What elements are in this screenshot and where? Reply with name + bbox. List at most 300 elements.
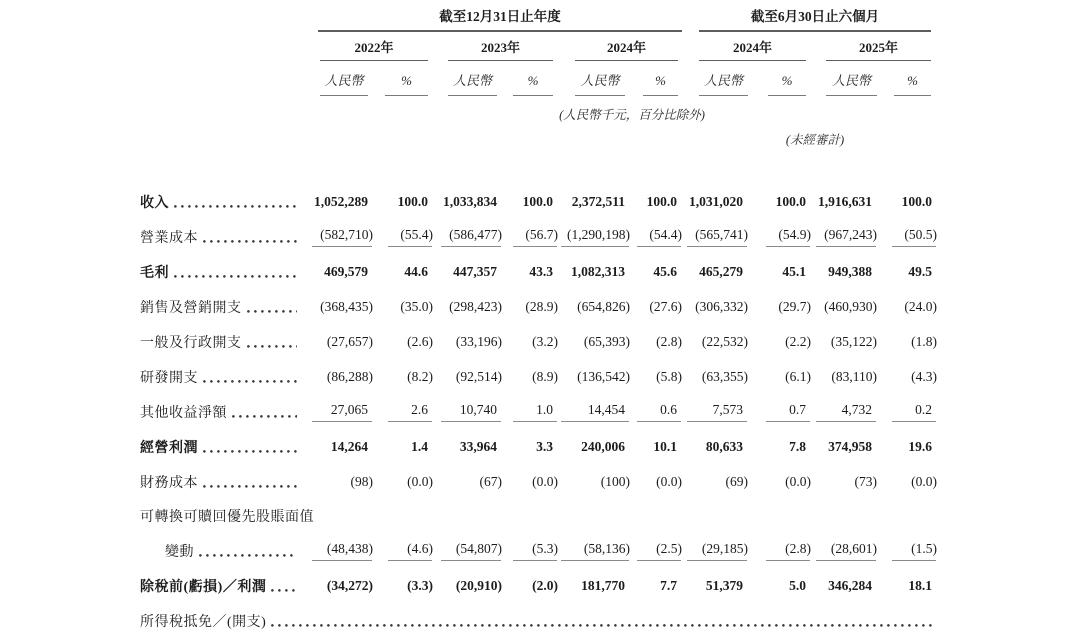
total-rule [441,421,501,422]
unaudited-note: (未經審計) [785,133,845,147]
cell-value [300,254,373,289]
total-rule [687,560,747,561]
year-label: 2023年 [480,40,520,55]
cell-value [373,533,433,568]
cell-value [682,359,748,394]
total-rule [388,560,432,561]
value-text: (22,532) [701,333,748,349]
value-text: 240,006 [581,438,625,454]
currency-header: 人民幣 [703,73,743,88]
cell-value [373,359,433,394]
cell-value [373,254,433,289]
cell-value [630,254,682,289]
value-text: 0.7 [789,401,806,417]
cell-value [558,429,630,464]
value-text: 100.0 [522,193,553,209]
cell-value [502,429,558,464]
cell-value [373,464,433,499]
value-text: (69) [725,473,748,489]
cell-value [748,184,811,219]
row-label-cell [140,603,937,638]
cell-value [373,568,433,603]
dotted-leader [247,345,298,348]
row-label: 經營利潤 [140,440,198,456]
dotted-leader [247,310,298,313]
header-rule [699,95,748,96]
cell-value [558,219,630,254]
value-text: (1,290,198) [567,226,630,242]
cell-value [502,533,558,568]
cell-value [373,429,433,464]
value-text: (3.2) [532,333,558,349]
row-label: 營業成本 [140,230,198,246]
row-label: 銷售及營銷開支 [140,300,242,316]
value-text: (35,122) [830,333,877,349]
value-text: 19.6 [908,438,932,454]
value-text: 100.0 [901,193,932,209]
value-text: (20,910) [455,577,502,593]
cell-value [748,324,811,359]
value-text: (3.3) [407,577,433,593]
total-rule [513,421,557,422]
year-label: 2022年 [354,40,394,55]
cell-value [300,533,373,568]
cell-value [630,289,682,324]
header-rule [385,95,428,96]
row-label-cell [140,289,300,324]
header-rule [643,95,678,96]
row-label: 除稅前(虧損)／利潤 [140,579,267,595]
cell-value [300,184,373,219]
value-text: 18.1 [908,577,932,593]
cell-value [502,184,558,219]
value-text: 1.4 [411,438,428,454]
cell-value [877,429,937,464]
value-text: 33,964 [459,438,497,454]
header-rule [513,95,553,96]
value-text: (8.9) [532,368,558,384]
value-text: 100.0 [646,193,677,209]
cell-value [630,324,682,359]
row-label-cell [140,464,300,499]
cell-value [558,533,630,568]
cell-value [811,568,877,603]
year-label: 2024年 [732,40,772,55]
value-text: (8.2) [407,368,433,384]
value-text: (28,601) [830,540,877,556]
percent-header: % [655,73,666,88]
row-label: 其他收益淨額 [140,405,227,421]
total-rule [892,560,936,561]
value-text: (5.3) [532,540,558,556]
dotted-leader [203,380,297,383]
table-row [140,359,937,394]
cell-value [682,533,748,568]
cell-value [373,324,433,359]
value-text: 7,573 [712,401,743,417]
cell-value [811,219,877,254]
total-rule [637,246,681,247]
total-rule [441,560,501,561]
value-text: 374,958 [828,438,872,454]
value-text: (58,136) [583,540,630,556]
period-group-title-annual: 截至12月31日止年度 [439,9,561,24]
cell-value [811,429,877,464]
dotted-leader [174,275,297,278]
row-label-cell [140,429,300,464]
cell-value [373,289,433,324]
cell-value [748,464,811,499]
cell-value [558,464,630,499]
table-row [140,184,937,219]
currency-header: 人民幣 [324,73,364,88]
value-text: 5.0 [789,577,806,593]
cell-value [433,464,502,499]
total-rule [561,560,629,561]
value-text: (0.0) [532,473,558,489]
cell-value [502,394,558,429]
table-row [140,394,937,429]
cell-value [502,254,558,289]
cell-value [877,464,937,499]
table-body [140,184,937,638]
value-text: (29,185) [701,540,748,556]
cell-value [373,184,433,219]
percent-header: % [401,73,412,88]
total-rule [766,246,810,247]
row-label-cell [140,254,300,289]
cell-value [811,324,877,359]
total-rule [766,421,810,422]
value-text: (0.0) [785,473,811,489]
row-label-cell [140,499,937,533]
value-text: (56.7) [525,226,558,242]
income-statement-table [140,184,937,638]
total-rule [687,246,747,247]
table-row [140,219,937,254]
value-text: (0.0) [407,473,433,489]
cell-value [433,289,502,324]
cell-value [433,394,502,429]
value-text: 0.6 [660,401,677,417]
value-text: 51,379 [705,577,743,593]
cell-value [682,324,748,359]
value-text: (50.5) [904,226,937,242]
cell-value [630,394,682,429]
percent-header: % [527,73,539,88]
cell-value [630,359,682,394]
total-rule [892,246,936,247]
header-rule [826,60,931,61]
total-rule [816,421,876,422]
value-text: (1.5) [911,540,937,556]
cell-value [748,533,811,568]
currency-header: 人民幣 [580,73,620,88]
value-text: (306,332) [695,298,748,314]
value-text: 4,732 [841,401,872,417]
header-rule [448,95,497,96]
cell-value [748,254,811,289]
value-text: (86,288) [326,368,373,384]
row-label: 收入 [140,195,169,211]
cell-value [630,429,682,464]
cell-value [300,394,373,429]
value-text: (2.8) [656,333,682,349]
total-rule [388,421,432,422]
row-label: 財務成本 [140,475,198,491]
total-rule [312,421,372,422]
value-text: (27,657) [326,333,373,349]
total-rule [312,560,372,561]
row-label: 一般及行政開支 [140,335,242,351]
value-text: 346,284 [828,577,872,593]
cell-value [748,219,811,254]
value-text: (136,542) [577,368,630,384]
row-label: 研發開支 [140,370,198,386]
value-text: (67) [479,473,502,489]
value-text: (5.8) [656,368,682,384]
value-text: (29.7) [778,298,811,314]
value-text: (35.0) [400,298,433,314]
value-text: 80,633 [705,438,743,454]
header-rule [320,95,368,96]
value-text: (63,355) [701,368,748,384]
total-rule [388,246,432,247]
header-rule [575,60,678,61]
value-text: 7.7 [660,577,677,593]
cell-value [811,359,877,394]
value-text: 1,082,313 [571,263,625,279]
value-text: (2.2) [785,333,811,349]
value-text: (73) [854,473,877,489]
value-text: (4.6) [407,540,433,556]
header-rule [575,95,625,96]
header-rule [699,30,931,32]
cell-value [300,568,373,603]
cell-value [877,219,937,254]
cell-value [748,568,811,603]
cell-value [300,464,373,499]
value-text: 14,264 [330,438,368,454]
header-rule [320,60,428,61]
dotted-leader [199,554,297,557]
cell-value [811,289,877,324]
value-text: (54,807) [455,540,502,556]
row-label: 可轉換可贖回優先股賬面值 [140,510,314,525]
cell-value [877,324,937,359]
value-text: 181,770 [581,577,625,593]
value-text: 7.8 [789,438,806,454]
cell-value [748,429,811,464]
period-group-title-interim: 截至6月30日止六個月 [750,9,880,24]
cell-value [811,254,877,289]
cell-value [300,429,373,464]
header-rule [318,30,682,32]
value-text: 27,065 [330,401,368,417]
value-text: 469,579 [324,263,368,279]
table-row [140,464,937,499]
cell-value [811,464,877,499]
cell-value [877,184,937,219]
total-rule [312,246,372,247]
table-row [140,533,937,568]
value-text: (100) [600,473,630,489]
cell-value [630,464,682,499]
total-rule [513,246,557,247]
cell-value [877,394,937,429]
percent-header: % [781,73,793,88]
cell-value [300,219,373,254]
total-rule [816,560,876,561]
value-text: 43.3 [529,263,553,279]
header-rule [448,60,553,61]
value-text: 3.3 [536,438,553,454]
row-label: 毛利 [140,265,169,281]
cell-value [433,359,502,394]
row-label-cell [140,359,300,394]
value-text: 100.0 [775,193,806,209]
value-text: 1,916,631 [818,193,872,209]
total-rule [561,421,629,422]
unit-note: (人民幣千元，百分比除外) [559,108,705,122]
cell-value [502,219,558,254]
cell-value [558,254,630,289]
value-text: 100.0 [397,193,428,209]
cell-value [630,533,682,568]
value-text: 2,372,511 [571,193,625,209]
value-text: 45.6 [653,263,677,279]
value-text: 44.6 [404,263,428,279]
value-text: (460,930) [824,298,877,314]
cell-value [558,568,630,603]
total-rule [892,421,936,422]
table-row [140,289,937,324]
cell-value [630,568,682,603]
row-label-cell [140,533,300,568]
cell-value [558,184,630,219]
row-label-cell [140,324,300,359]
cell-value [502,324,558,359]
value-text: 1.0 [536,401,553,417]
total-rule [816,246,876,247]
value-text: (92,514) [455,368,502,384]
cell-value [682,568,748,603]
total-rule [561,246,629,247]
value-text: (2.5) [656,540,682,556]
header-rule [768,95,806,96]
row-label-cell [140,568,300,603]
value-text: 45.1 [782,263,806,279]
header-rule [894,95,931,96]
cell-value [877,359,937,394]
value-text: 10,740 [459,401,497,417]
year-label: 2025年 [858,40,898,55]
dotted-leader [203,240,297,243]
value-text: (98) [350,473,373,489]
value-text: (582,710) [320,226,373,242]
value-text: (298,423) [449,298,502,314]
row-label: 變動 [165,544,194,560]
cell-value [558,289,630,324]
currency-header: 人民幣 [831,73,871,88]
cell-value [300,289,373,324]
percent-header: % [907,73,918,88]
row-label-cell [140,219,300,254]
cell-value [682,219,748,254]
cell-value [748,359,811,394]
cell-value [433,429,502,464]
total-rule [687,421,747,422]
cell-value [811,394,877,429]
cell-value [502,568,558,603]
table-row [140,254,937,289]
cell-value [811,184,877,219]
total-rule [637,421,681,422]
value-text: (55.4) [400,226,433,242]
cell-value [682,184,748,219]
value-text: 0.2 [915,401,932,417]
cell-value [502,359,558,394]
value-text: 949,388 [828,263,872,279]
cell-value [433,254,502,289]
header-rule [699,60,806,61]
cell-value [877,289,937,324]
cell-value [748,394,811,429]
value-text: (2.8) [785,540,811,556]
cell-value [433,184,502,219]
value-text: 14,454 [587,401,625,417]
cell-value [502,464,558,499]
value-text: (54.9) [778,226,811,242]
total-rule [766,560,810,561]
cell-value [433,568,502,603]
cell-value [300,324,373,359]
value-text: (0.0) [656,473,682,489]
value-text: (1.8) [911,333,937,349]
cell-value [811,533,877,568]
dotted-leader [271,624,934,627]
currency-header: 人民幣 [452,73,492,88]
cell-value [682,289,748,324]
cell-value [300,359,373,394]
value-text: (368,435) [320,298,373,314]
value-text: (65,393) [583,333,630,349]
header-rule [826,95,877,96]
cell-value [682,394,748,429]
cell-value [558,324,630,359]
value-text: 1,052,289 [314,193,368,209]
value-text: 1,033,834 [443,193,497,209]
dotted-leader [203,450,297,453]
cell-value [433,324,502,359]
value-text: (565,741) [695,226,748,242]
cell-value [877,568,937,603]
cell-value [373,394,433,429]
value-text: 1,031,020 [689,193,743,209]
cell-value [877,254,937,289]
cell-value [682,429,748,464]
value-text: (34,272) [326,577,373,593]
cell-value [373,219,433,254]
value-text: (967,243) [824,226,877,242]
dotted-leader [232,415,297,418]
value-text: (6.1) [785,368,811,384]
cell-value [433,533,502,568]
total-rule [637,560,681,561]
table-row-partial [140,603,937,638]
cell-value [877,533,937,568]
cell-value [630,184,682,219]
